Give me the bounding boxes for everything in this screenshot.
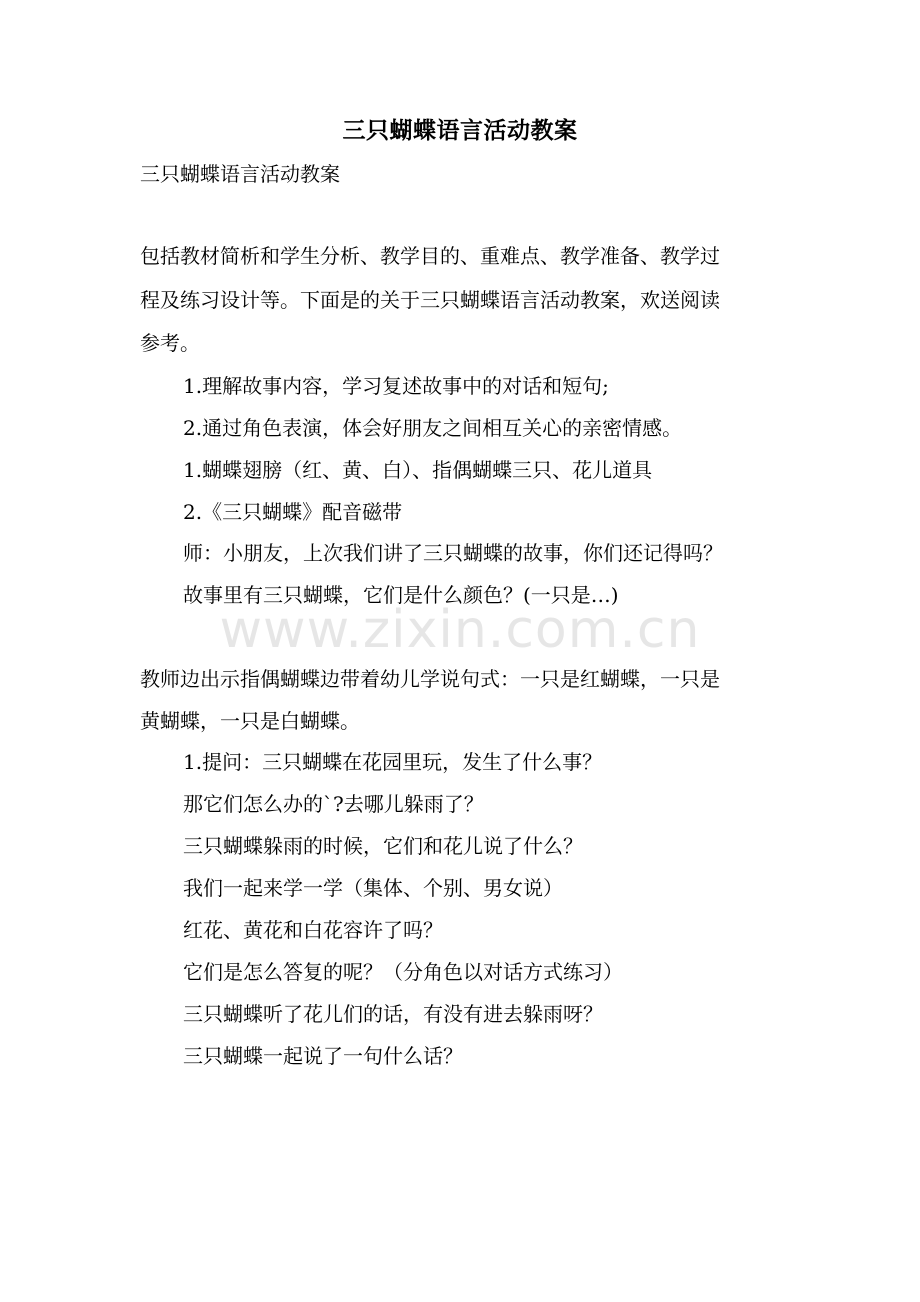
question-line: 它们是怎么答复的呢？（分角色以对话方式练习） [183,960,623,984]
material-item: 1.蝴蝶翅膀（红、黄、白）、指偶蝴蝶三只、花儿道具 [183,458,653,482]
intro-line: 包括教材简析和学生分析、教学目的、重难点、教学准备、教学过 [140,244,720,268]
goal-item: 1.理解故事内容，学习复述故事中的对话和短句; [183,374,609,398]
teacher-demo-line: 教师边出示指偶蝴蝶边带着幼儿学说句式：一只是红蝴蝶，一只是 [140,667,720,691]
teacher-demo-line: 黄蝴蝶，一只是白蝴蝶。 [140,709,360,733]
watermark: www.zixin.com.cn [219,600,701,660]
question-line: 三只蝴蝶躲雨的时候，它们和花儿说了什么？ [183,834,583,858]
question-line: 那它们怎么办的`?去哪儿躲雨了？ [183,792,484,816]
document-title: 三只蝴蝶语言活动教案 [342,117,578,144]
question-line: 三只蝴蝶听了花儿们的话，有没有进去躲雨呀？ [183,1002,603,1026]
intro-line: 参考。 [140,331,200,355]
question-line: 1.提问：三只蝴蝶在花园里玩，发生了什么事？ [183,750,603,774]
process-line: 师：小朋友，上次我们讲了三只蝴蝶的故事，你们还记得吗？ [183,541,723,565]
question-line: 红花、黄花和白花容许了吗？ [183,918,443,942]
process-line: 故事里有三只蝴蝶，它们是什么颜色？(一只是…) [183,583,619,607]
question-line: 我们一起来学一学（集体、个别、男女说） [183,876,563,900]
material-item: 2.《三只蝴蝶》配音磁带 [183,500,403,524]
question-line: 三只蝴蝶一起说了一句什么话？ [183,1044,463,1068]
intro-line: 程及练习设计等。下面是的关于三只蝴蝶语言活动教案，欢送阅读 [140,288,720,312]
goal-item: 2.通过角色表演，体会好朋友之间相互关心的亲密情感。 [183,416,683,440]
document-subtitle: 三只蝴蝶语言活动教案 [140,162,340,186]
